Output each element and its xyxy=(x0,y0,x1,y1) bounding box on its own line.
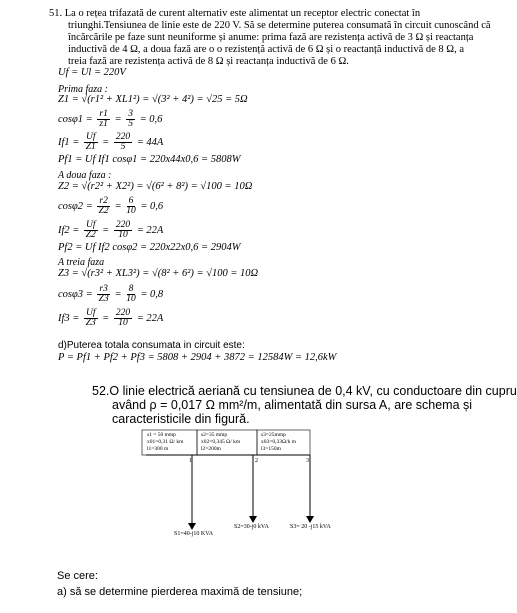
seg3-length: l3=150m xyxy=(261,446,281,452)
eq-i1: If1 = $\frac{Uf}{Z1}$ = $\frac{220}{5}$ = 44A xyxy=(58,132,164,152)
p51-line-4: inductivă de 4 Ω, a doua fază are o o rezistență activă de 6 Ω și o reactanță inductivă de 8 Ω, a xyxy=(68,44,464,55)
se-cere-label: Se cere: xyxy=(57,570,98,582)
p52-line-2: având ρ = 0,017 Ω mm²/m, alimentată din sursa A, are schema și xyxy=(112,398,473,412)
heading-faza-1: Prima faza : xyxy=(58,84,108,95)
seg1-section: s1 = 50 mmp xyxy=(147,432,176,438)
requirement-a: a) să se determine pierderea maximă de tensiune; xyxy=(57,586,303,598)
eq-z3: Z3 = √(r3² + XL3²) = √(8² + 6²) = √100 = 10Ω xyxy=(58,268,259,279)
seg2-reactance: x02=0,345 Ω/ km xyxy=(201,439,241,445)
p51-line-3: încărcările pe faze sunt neuniforme și anume: prima fază are rezistența activă de 3 Ω și reactanța xyxy=(68,32,474,43)
p52-line-3: caracteristicile din figură. xyxy=(112,412,250,426)
load-3-label: S3= 20 -j15 kVA xyxy=(290,524,331,530)
heading-faza-3: A treia faza xyxy=(58,257,105,268)
eq-i2: If2 = $\frac{Uf}{Z2}$ = $\frac{220}{10}$ = 22A xyxy=(58,220,164,240)
eq-p2: Pf2 = Uf If2 cosφ2 = 220x22x0,6 = 2904W xyxy=(58,242,241,253)
eq-z2: Z2 = √(r2² + X2²) = √(6² + 8²) = √100 = 10Ω xyxy=(58,181,253,192)
node-1-label: 1 xyxy=(189,458,192,464)
total-power-label: d)Puterea totala consumata in circuit este: xyxy=(58,340,245,351)
load-2-label: S2=30-j0 kVA xyxy=(234,524,269,530)
seg3-reactance: x03=0,33Ω/k m xyxy=(261,439,296,445)
seg2-length: l2=200m xyxy=(201,446,221,452)
node-2-label: 2 xyxy=(255,458,258,464)
eq-p1: Pf1 = Uf If1 cosφ1 = 220x44x0,6 = 5808W xyxy=(58,154,241,165)
p51-line-1: 51. La o rețea trifazată de curent alternativ este alimentat un receptor electric conectat în xyxy=(49,8,421,19)
load-2-arrow xyxy=(249,516,257,523)
load-1-arrow xyxy=(188,523,196,530)
eq-i3: If3 = $\frac{Uf}{Z3}$ = $\frac{220}{10}$ = 22A xyxy=(58,308,164,328)
eq-cos1: cosφ1 = $\frac{r1}{z1}$ = $\frac{3}{5}$ = 0,6 xyxy=(58,109,163,129)
seg1-length: l1=300 m xyxy=(147,446,169,452)
heading-faza-2: A doua faza : xyxy=(58,170,112,181)
eq-total-power: P = Pf1 + Pf2 + Pf3 = 5808 + 2904 + 3872 = 12584W = 12,6kW xyxy=(58,352,337,363)
load-3-arrow xyxy=(306,516,314,523)
seg1-reactance: x01=0,31 Ω/ km xyxy=(147,439,184,445)
eq-cos2: cosφ2 = $\frac{r2}{Z2}$ = $\frac{6}{10}$ = 0,6 xyxy=(58,196,164,216)
eq-z1: Z1 = √(r1² + XL1²) = √(3² + 4²) = √25 = 5Ω xyxy=(58,94,248,105)
node-3-label: 3 xyxy=(306,458,309,464)
p51-line-2: triunghi.Tensiunea de linie este de 220 V. Să se determine puterea consumată în circuit cunoscând că xyxy=(68,20,491,31)
seg2-section: s2=35 mmp xyxy=(201,432,228,438)
p52-line-1: 52.O linie electrică aeriană cu tensiunea de 0,4 kV, cu conductoare din cupru xyxy=(92,384,517,398)
load-1-label: S1=40-j10 KVA xyxy=(174,531,214,537)
eq-uf: Uf = Ul = 220V xyxy=(58,67,126,78)
eq-cos3: cosφ3 = $\frac{r3}{Z3}$ = $\frac{8}{10}$ = 0,8 xyxy=(58,284,164,304)
p51-line-5: treia fază are rezistența activă de 8 Ω și reactanța inductivă de 6 Ω. xyxy=(68,56,349,67)
seg3-section: s3=25mmp xyxy=(261,432,286,438)
